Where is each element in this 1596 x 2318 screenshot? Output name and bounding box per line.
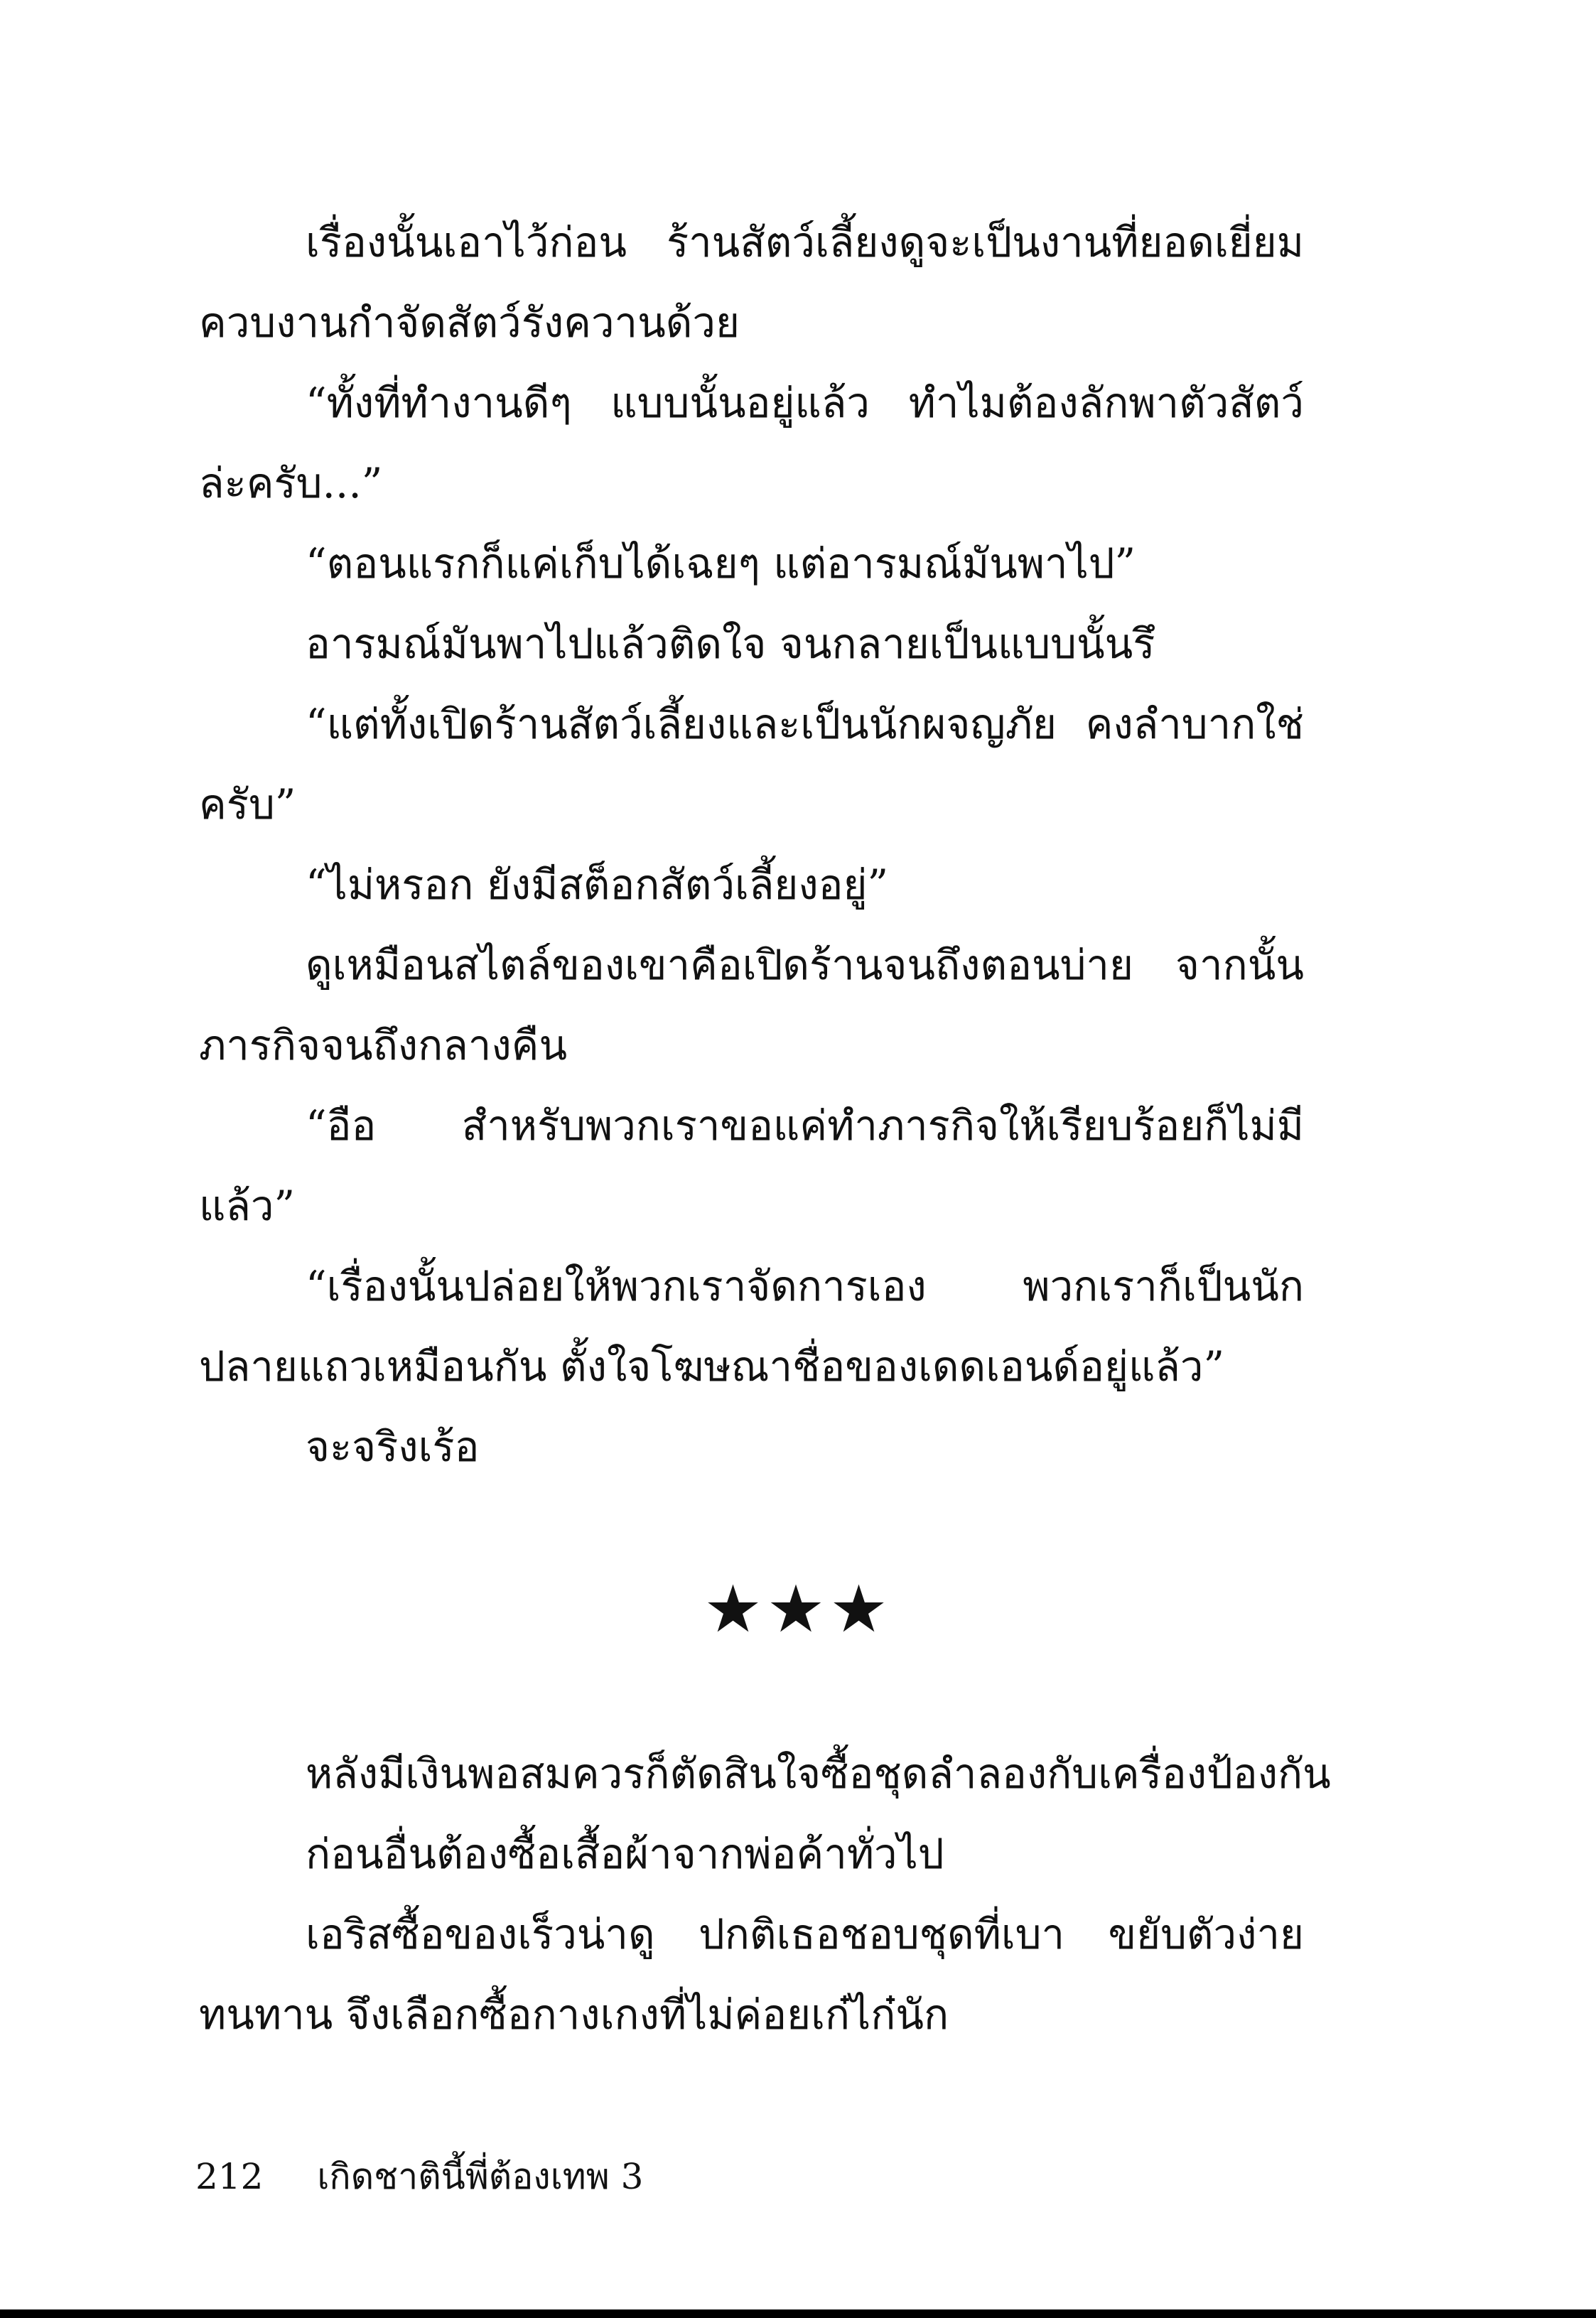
text-line: เรื่องนั้นเอาไว้ก่อน ร้านสัตว์เลี้ยงดูจะเป็นงานที่ยอดเยี่ยม [306,218,1304,266]
bottom-edge-rule [0,2309,1596,2318]
text-line: แล้ว” [199,1182,296,1230]
text-line: ภารกิจจนถึงกลางคืน [199,1021,568,1069]
scene-break-stars: ★★★ [703,1571,893,1647]
text-line: ควบงานกำจัดสัตว์รังควานด้วย [199,298,740,347]
text-line: อารมณ์มันพาไปแล้วติดใจ จนกลายเป็นแบบนั้นรึ [306,620,1155,668]
text-line: “ตอนแรกก็แค่เก็บได้เฉยๆ แต่อารมณ์มันพาไป” [306,539,1136,588]
text-line: ปลายแถวเหมือนกัน ตั้งใจโฆษณาชื่อของเดดเอนด์อยู่แล้ว” [199,1342,1225,1391]
text-line: เอริสซื้อของเร็วน่าดู ปกติเธอชอบชุดที่เบา ขยับตัวง่าย [306,1910,1304,1958]
text-line: “อือ สำหรับพวกเราขอแค่ทำภารกิจให้เรียบร้อยก็ไม่มี [306,1101,1304,1150]
text-line: ดูเหมือนสไตล์ของเขาคือเปิดร้านจนถึงตอนบ่าย จากนั้น [306,941,1304,989]
text-line: “ไม่หรอก ยังมีสต็อกสัตว์เลี้ยงอยู่” [306,861,889,909]
text-line: “แต่ทั้งเปิดร้านสัตว์เลี้ยงและเป็นนักผจญภัย คงลำบากใช่ [306,700,1304,748]
main-text-top [199,203,1304,1487]
page-number: 212 [195,2156,264,2197]
text-line: หลังมีเงินพอสมควรก็ตัดสินใจซื้อชุดลำลองกับเครื่องป้องกัน [306,1750,1331,1798]
text-line: ล่ะครับ...” [199,459,383,507]
page-footer [195,2152,643,2201]
text-line: จะจริงเร้อ [306,1423,480,1471]
text-line: ครับ” [199,780,296,829]
text-line: ก่อนอื่นต้องซื้อเสื้อผ้าจากพ่อค้าทั่วไป [306,1830,944,1878]
text-line: “ทั้งที่ทำงานดีๆ แบบนั้นอยู่แล้ว ทำไมต้องลักพาตัวสัตว์ [306,379,1304,427]
running-title: เกิดชาตินี้พี่ต้องเทพ 3 [317,2156,644,2197]
main-text-bottom [199,1734,1331,2055]
text-line: ทนทาน จึงเลือกซื้อกางเกงที่ไม่ค่อยเก๋ไก๋นัก [199,1990,949,2039]
text-line: “เรื่องนั้นปล่อยให้พวกเราจัดการเอง พวกเราก็เป็นนัก [306,1262,1304,1310]
